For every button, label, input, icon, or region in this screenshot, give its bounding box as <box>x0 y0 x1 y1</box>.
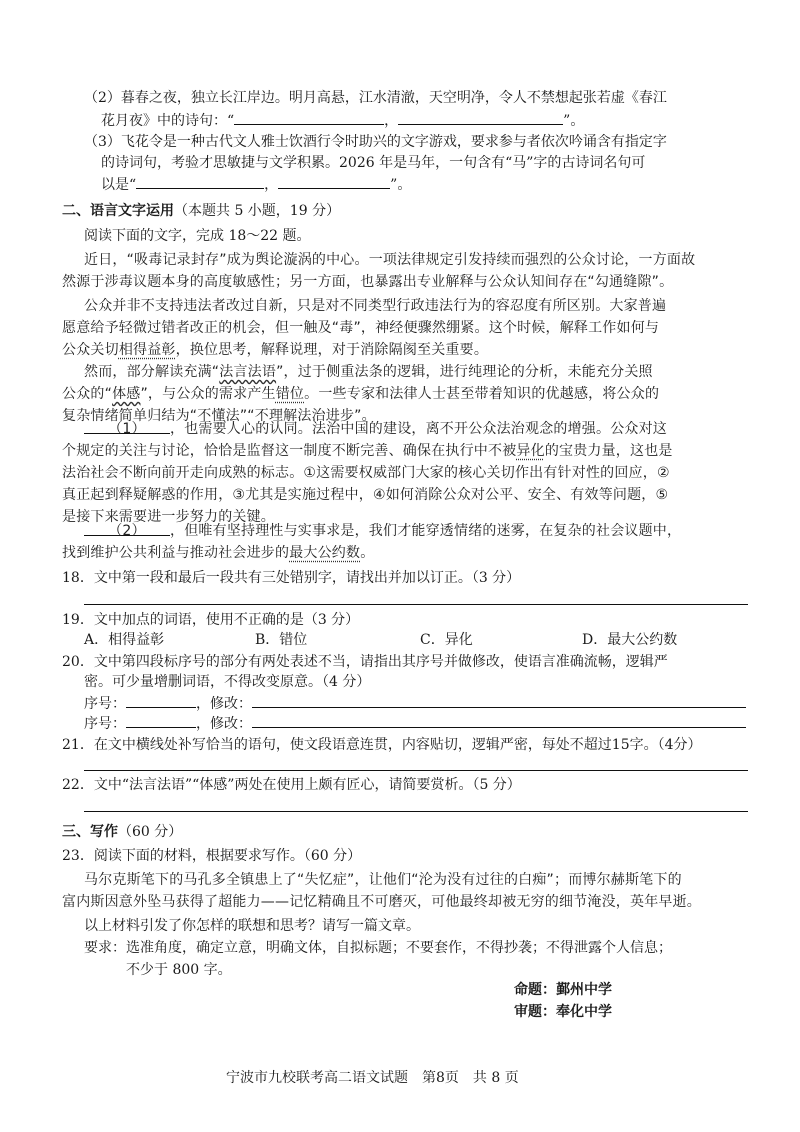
material-line1: 马尔克斯笔下的马孔多全镇患上了“失忆症”，让他们“沦为没有过往的白痴”；而博尔赫斯笔下的 <box>84 872 682 888</box>
wavy-word-tigan: 体感 <box>112 386 141 402</box>
dotted-word-yihua: 异化 <box>516 443 545 459</box>
passage-p4-line2 <box>62 441 673 461</box>
section3-heading: 三、写作 <box>62 824 118 840</box>
answer-blank[interactable] <box>234 110 384 125</box>
q17-item2-line1: （2）暮春之夜，独立长江岸边。明月高悬，江水清澈，天空明净，令人不禁想起张若虚《春江 <box>84 90 667 106</box>
q17-item2-separator: ， <box>384 113 399 129</box>
writing-requirements-line2: 不少于 800 字。 <box>126 962 232 978</box>
passage-p1-line1: 近日，“吸毒记录封存”成为舆论漩涡的中心。一项法律规定引发持续而强烈的公众讨论，一方面故 <box>84 252 696 268</box>
writing-prompt: 以上材料引发了你怎样的联想和思考？请写一篇文章。 <box>84 918 420 934</box>
q17-item3-separator: ， <box>264 177 279 193</box>
wavy-word-fayanfayu: 法言法语 <box>219 364 277 380</box>
q20-answer-row-1 <box>84 693 746 714</box>
writing-requirements-line1: 要求：选准角度，确定立意，明确文体，自拟标题；不要套作，不得抄袭；不得泄露个人信息； <box>84 940 672 956</box>
passage-p1-line2: 然源于涉毒议题本身的高度敏感性；另一方面，也暴露出专业解释与公众认知间存在“勾通缝隙”。 <box>62 274 674 290</box>
fill-blank-2[interactable] <box>84 521 170 539</box>
p5-text: ，但唯有坚持理性与实事求是，我们才能穿透情绪的迷雾，在复杂的社会议题中， <box>170 523 682 539</box>
q20-text-line2: 密。可少量增删词语，不得改变原意。（4 分） <box>84 674 371 690</box>
p2-text: ，换位思考，解释说理，对于消除隔阂至关重要。 <box>175 342 489 358</box>
fix-label: ，修改： <box>196 696 252 712</box>
credit-author: 命题：鄞州中学 <box>514 982 612 998</box>
dotted-word-zuidagongyueshu: 最大公约数 <box>289 545 361 561</box>
fill-blank-1-label: （1） <box>108 421 146 437</box>
p3-text: 。一些专家和法律人士甚至带着知识的优越感，将公众的 <box>304 386 660 402</box>
seq-label: 序号： <box>84 716 126 732</box>
q17-item3-suffix: ”。 <box>390 177 412 193</box>
passage-p4-line3: 法治社会不断向前开走向成熟的标志。①这需要权威部门大家的核心关切作出有针对性的回应，② <box>62 465 670 481</box>
q17-item3-prefix: 以是“ <box>101 177 137 193</box>
section2-heading-line <box>62 201 340 221</box>
q17-item3-line2: 的诗词句，考验才思敏捷与文学积累。2026 年是马年，一句含有“马”字的古诗词名句可 <box>101 155 646 171</box>
passage-p5-line1 <box>84 521 681 541</box>
passage-p3-line1 <box>84 362 653 382</box>
q21-answer-line[interactable] <box>84 770 748 771</box>
section2-note: （本题共 5 小题，19 分） <box>174 203 341 219</box>
p4-text: 的宝贵力量，这也是 <box>544 443 673 459</box>
passage-p4-line5: 是接下来需要进一步努力的关键。 <box>62 509 275 525</box>
p3-text: ”，过于侧重法条的逻辑，进行纯理论的分析，未能充分关照 <box>276 364 653 380</box>
p3-text: 公众的“ <box>62 386 113 402</box>
passage-p4-line4: 真正起到释疑解惑的作用，③尤其是实施过程中，④如何消除公众对公平、安全、有效等问题，⑤ <box>62 487 669 503</box>
q21-text: 21．在文中横线处补写恰当的语句，使文段语意连贯，内容贴切，逻辑严密，每处不超过15字。（4分） <box>62 737 702 753</box>
p4-text: ，也需要人心的认同。法治中国的建设，离不开公众法治观念的增强。公众对这 <box>170 421 667 437</box>
q17-item3-line3 <box>101 174 411 195</box>
passage-p2-line1: 公众并非不支持违法者改过自新，只是对不同类型行政违法行为的容忍度有所区别。大家普遍 <box>84 298 667 314</box>
seq-blank[interactable] <box>126 713 196 728</box>
answer-blank[interactable] <box>136 174 264 189</box>
section3-note: （60 分） <box>118 824 183 840</box>
passage-p4-line1 <box>84 419 667 439</box>
dotted-word-xiangdeyizhang: 相得益彰 <box>118 342 176 358</box>
passage-p5-line2 <box>62 543 374 563</box>
q22-answer-line[interactable] <box>84 811 748 812</box>
seq-blank[interactable] <box>126 693 196 708</box>
fill-blank-2-label: （2） <box>108 523 146 539</box>
material-line2: 富内斯因意外坠马获得了超能力——记忆精确且不可磨灭，可他最终却被无穷的细节淹没，英年早逝。 <box>62 894 701 910</box>
q18-text: 18．文中第一段和最后一段共有三处错别字，请找出并加以订正。（3 分） <box>62 570 521 586</box>
q20-answer-row-2 <box>84 713 746 734</box>
section2-intro: 阅读下面的文字，完成 18～22 题。 <box>84 228 311 244</box>
q18-answer-line[interactable] <box>84 604 748 605</box>
p2-text: 公众关切 <box>62 342 119 358</box>
page-footer: 宁波市九校联考高二语文试题 第8页 共 8 页 <box>226 1070 519 1086</box>
answer-blank[interactable] <box>278 174 390 189</box>
fix-blank[interactable] <box>252 693 746 708</box>
section2-heading: 二、语言文字运用 <box>62 203 174 219</box>
q20-text-line1: 20．文中第四段标序号的部分有两处表述不当，请指出其序号并做修改，使语言准确流畅，逻辑严 <box>62 654 668 670</box>
q19-option-a[interactable]: A．相得益彰 <box>84 632 165 648</box>
section3-heading-line <box>62 822 182 842</box>
q19-option-b[interactable]: B．错位 <box>255 632 308 648</box>
q17-item2-suffix: ”。 <box>563 113 585 129</box>
p4-text: 个规定的关注与讨论，恰恰是监督这一制度不断完善、确保在执行中不被 <box>62 443 517 459</box>
dotted-word-cuowei: 错位 <box>275 386 305 402</box>
p5-text: 找到维护公共利益与推动社会进步的 <box>62 545 290 561</box>
q19-option-d[interactable]: D．最大公约数 <box>582 632 678 648</box>
q23-text: 23．阅读下面的材料，根据要求写作。（60 分） <box>62 848 362 864</box>
passage-p3-line2 <box>62 384 659 404</box>
q17-item3-line1: （3）飞花令是一种古代文人雅士饮酒行令时助兴的文字游戏，要求参与者依次吟诵含有指定字 <box>84 134 667 150</box>
q22-text: 22．文中“法言法语”“体感”两处在使用上颇有匠心，请简要赏析。（5 分） <box>62 777 521 793</box>
passage-p3-line3: 复杂情绪简单归结为“不懂法”“不理解法治进步”。 <box>62 408 376 424</box>
credit-reviewer: 审题：奉化中学 <box>514 1004 612 1020</box>
passage-p2-line3 <box>62 340 488 360</box>
passage-p2-line2: 愿意给予轻微过错者改正的机会，但一触及“毒”，神经便骤然绷紧。这个时候，解释工作如何与 <box>62 320 660 336</box>
fix-label: ，修改： <box>196 716 252 732</box>
q17-item2-prefix: 花月夜》中的诗句：“ <box>101 113 235 129</box>
p3-text: 然而，部分解读充满“ <box>84 364 220 380</box>
fill-blank-1[interactable] <box>84 419 170 437</box>
fix-blank[interactable] <box>252 713 746 728</box>
q19-text: 19．文中加点的词语，使用不正确的是（3 分） <box>62 612 360 628</box>
p5-text: 。 <box>360 545 375 561</box>
answer-blank[interactable] <box>398 110 563 125</box>
seq-label: 序号： <box>84 696 126 712</box>
q17-item2-line2 <box>101 110 584 131</box>
p3-text: ”，与公众的需求产生 <box>140 386 276 402</box>
q19-option-c[interactable]: C．异化 <box>420 632 473 648</box>
